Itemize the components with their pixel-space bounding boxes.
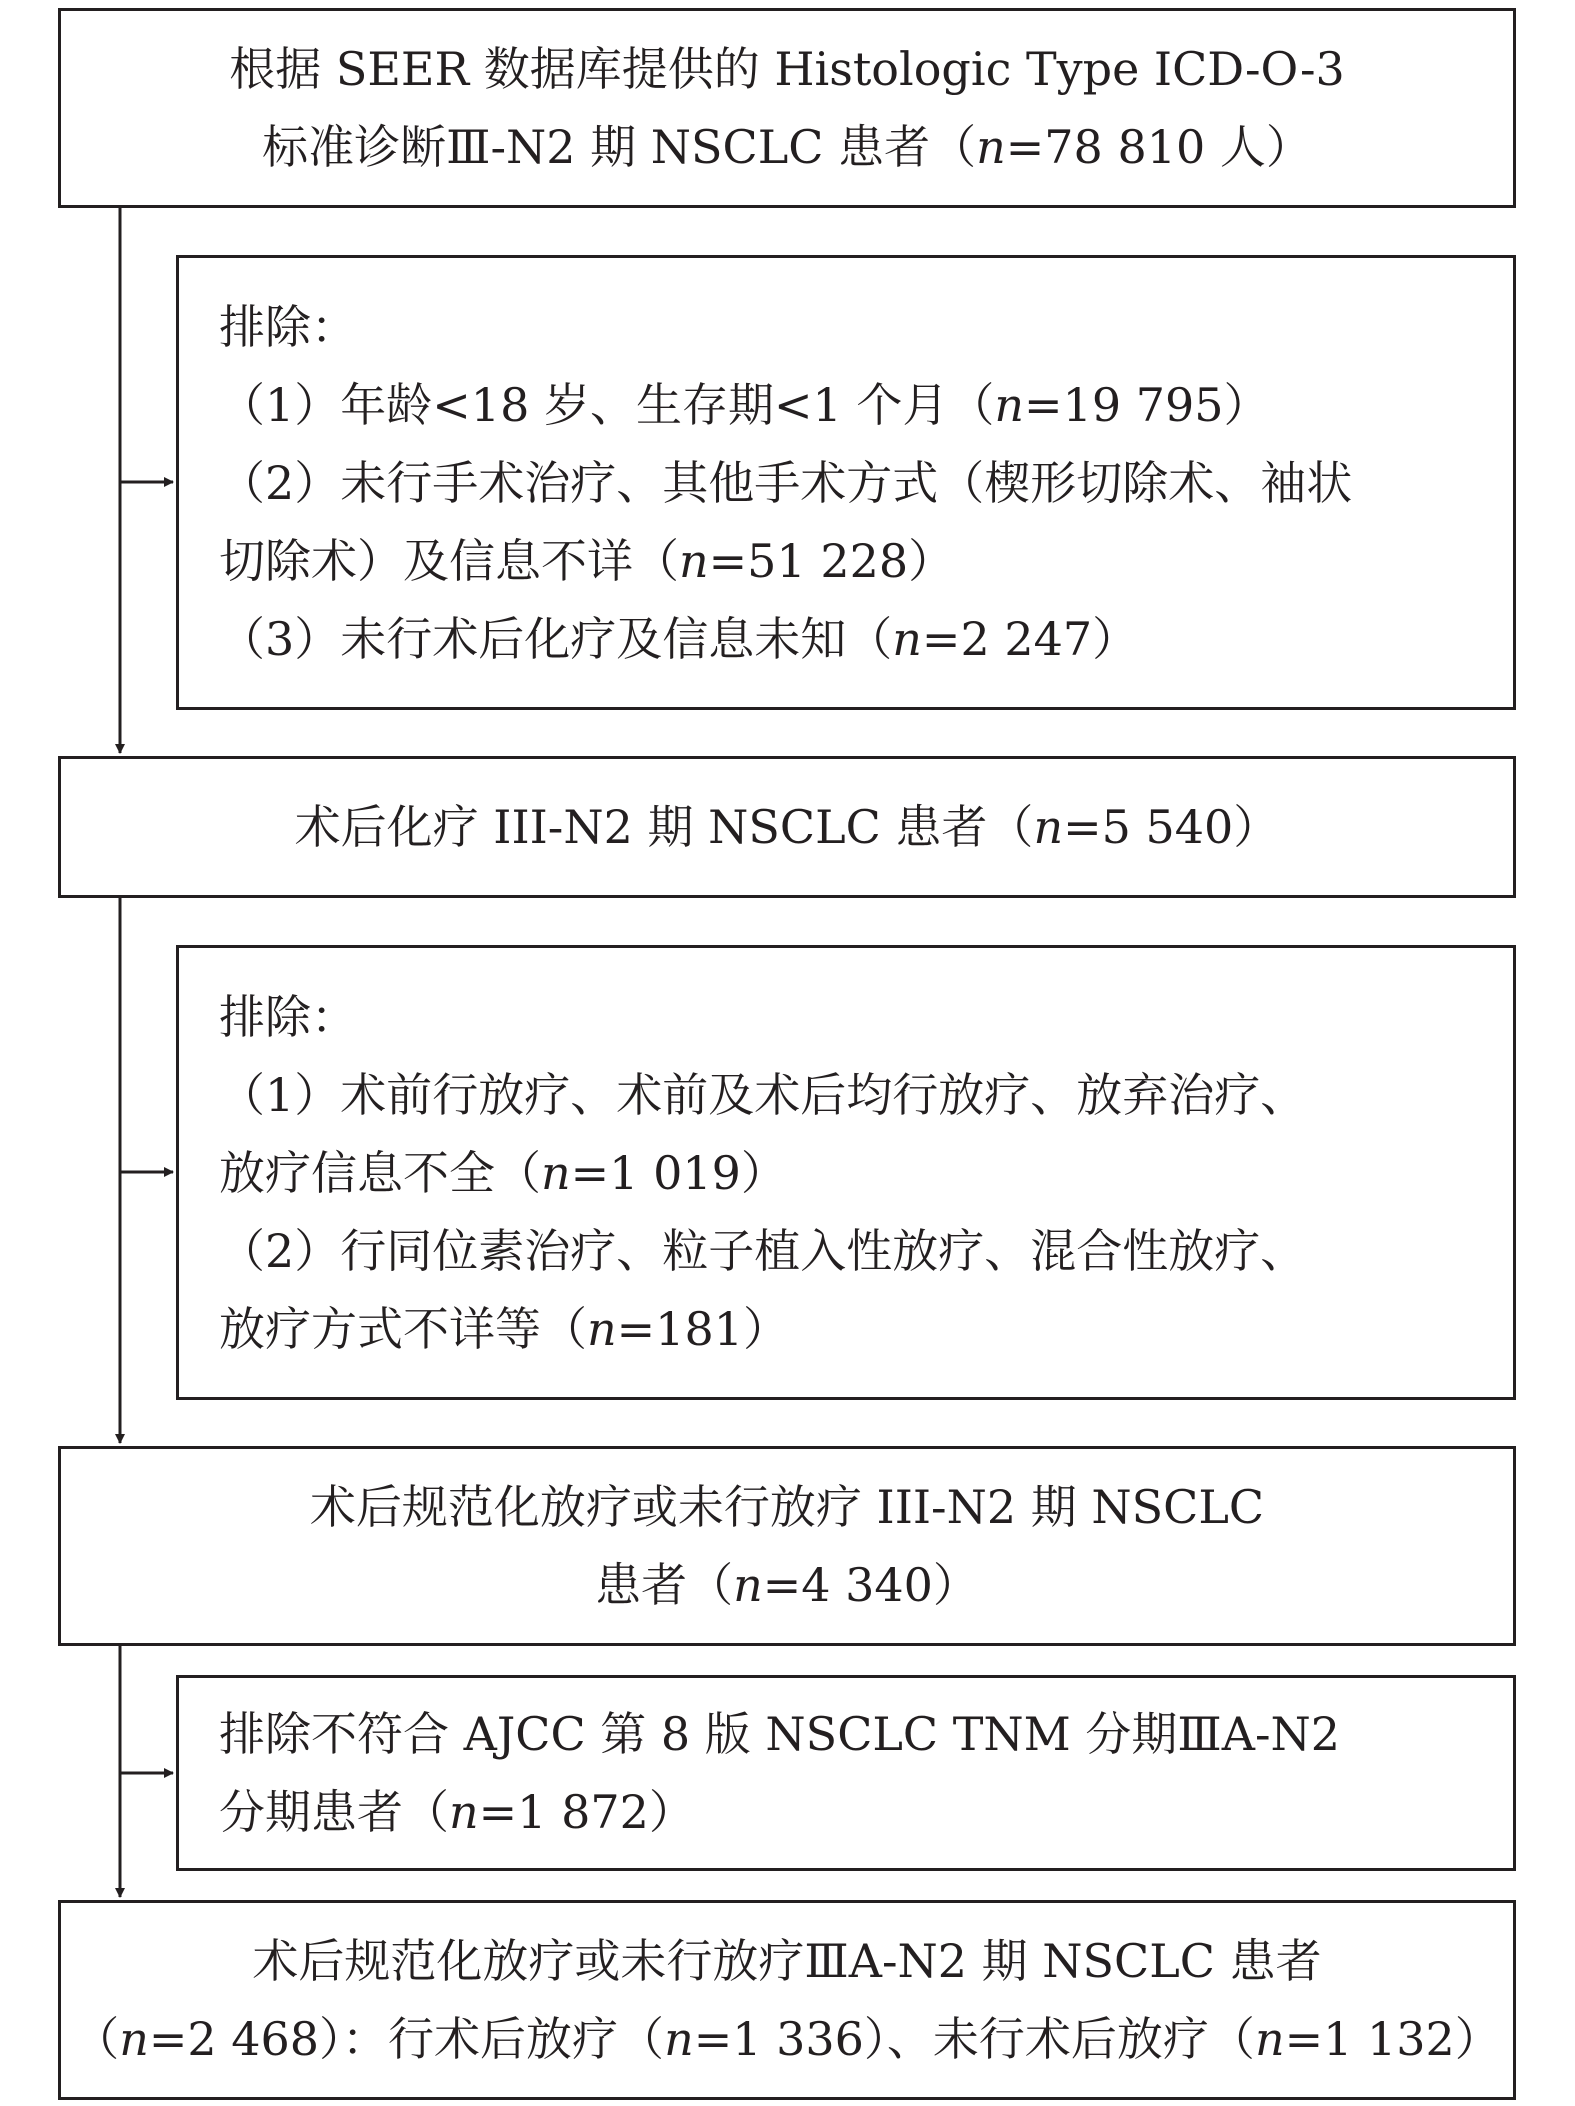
n-symbol: n xyxy=(1033,800,1064,854)
n-symbol: n xyxy=(541,1145,571,1200)
text-segment: 排除： xyxy=(219,989,357,1044)
text-segment: =1 132） xyxy=(1284,2012,1501,2066)
box-text-line xyxy=(595,1546,979,1624)
text-segment: =1 872） xyxy=(478,1785,695,1839)
n-symbol: n xyxy=(976,120,1006,174)
text-segment: （1）年龄<18 岁、生存期<1 个月（ xyxy=(219,377,995,432)
text-segment: 标准诊断Ⅲ-N2 期 NSCLC 患者（ xyxy=(262,120,977,174)
text-segment: 放疗方式不详等（ xyxy=(219,1301,587,1356)
text-segment: （1）术前行放疗、术前及术后均行放疗、放弃治疗、 xyxy=(219,1067,1307,1122)
text-segment: =1 336）、未行术后放疗（ xyxy=(693,2012,1255,2066)
text-segment: =19 795） xyxy=(1024,377,1270,432)
n-symbol: n xyxy=(679,533,709,588)
n-symbol: n xyxy=(587,1301,617,1356)
box-text-line xyxy=(219,1134,1493,1212)
text-segment: =2 247） xyxy=(921,611,1139,666)
exclusion-box-excl3 xyxy=(176,1675,1516,1871)
text-segment: =78 810 人） xyxy=(1005,120,1312,174)
box-text-line xyxy=(219,1290,1493,1368)
box-text-line xyxy=(229,30,1345,108)
text-segment: =4 340） xyxy=(762,1558,979,1612)
n-symbol: n xyxy=(733,1558,763,1612)
text-segment: （2）未行手术治疗、其他手术方式（楔形切除术、袖状 xyxy=(219,455,1353,510)
text-segment: 术后化疗 III-N2 期 NSCLC 患者（ xyxy=(294,800,1034,854)
box-text-line xyxy=(219,1773,1493,1851)
text-segment: =51 228） xyxy=(708,533,955,588)
box-text-line xyxy=(219,288,1493,366)
n-symbol: n xyxy=(449,1785,479,1839)
text-segment: （2）行同位素治疗、粒子植入性放疗、混合性放疗、 xyxy=(219,1223,1307,1278)
text-segment: 放疗信息不全（ xyxy=(219,1145,541,1200)
n-symbol: n xyxy=(1254,2012,1285,2066)
flow-box-box1 xyxy=(58,8,1516,208)
box-text-line xyxy=(73,2000,1501,2078)
box-text-line xyxy=(219,600,1493,678)
n-symbol: n xyxy=(119,2012,149,2066)
box-text-line xyxy=(262,108,1312,186)
text-segment: （3）未行术后化疗及信息未知（ xyxy=(219,611,893,666)
flow-box-box4 xyxy=(58,1900,1516,2100)
text-segment: 根据 SEER 数据库提供的 Histologic Type ICD-O-3 xyxy=(229,42,1345,96)
text-segment: 切除术）及信息不详（ xyxy=(219,533,679,588)
box-text-line xyxy=(295,788,1280,866)
text-segment: =5 540） xyxy=(1063,800,1280,854)
text-segment: =181） xyxy=(616,1301,789,1356)
text-segment: 排除不符合 AJCC 第 8 版 NSCLC TNM 分期ⅢA-N2 xyxy=(219,1707,1341,1761)
n-symbol: n xyxy=(892,611,922,666)
box-text-line xyxy=(219,978,1493,1056)
text-segment: 患者（ xyxy=(595,1558,734,1612)
box-text-line xyxy=(310,1468,1264,1546)
text-segment: 分期患者（ xyxy=(219,1785,449,1839)
text-segment: =2 468）：行术后放疗（ xyxy=(148,2012,665,2066)
text-segment: 术后规范化放疗或未行放疗ⅢA-N2 期 NSCLC 患者 xyxy=(252,1934,1322,1988)
exclusion-box-excl2 xyxy=(176,945,1516,1400)
box-text-line xyxy=(252,1922,1321,2000)
text-segment: 术后规范化放疗或未行放疗 III-N2 期 NSCLC xyxy=(309,1480,1265,1534)
n-symbol: n xyxy=(664,2012,694,2066)
text-segment: （ xyxy=(73,2012,120,2066)
box-text-line xyxy=(219,1695,1493,1773)
box-text-line xyxy=(219,366,1493,444)
box-text-line xyxy=(219,444,1493,522)
flow-box-box2 xyxy=(58,756,1516,898)
text-segment: =1 019） xyxy=(570,1145,787,1200)
n-symbol: n xyxy=(994,377,1025,432)
text-segment: 排除： xyxy=(219,299,357,354)
box-text-line xyxy=(219,522,1493,600)
exclusion-box-excl1 xyxy=(176,255,1516,710)
box-text-line xyxy=(219,1056,1493,1134)
box-text-line xyxy=(219,1212,1493,1290)
flow-box-box3 xyxy=(58,1446,1516,1646)
